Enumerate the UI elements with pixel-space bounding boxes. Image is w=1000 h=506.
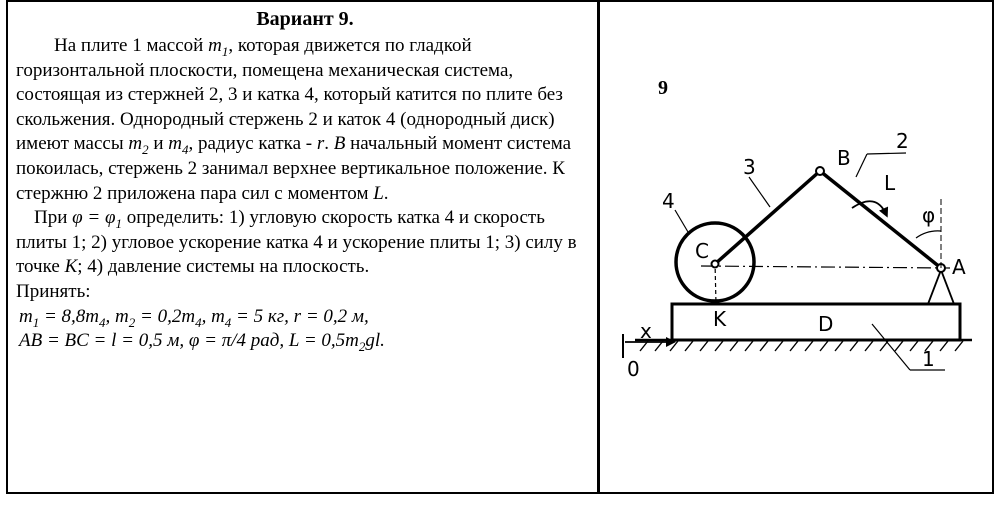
text-run: , m [201,305,225,327]
task-questions [16,206,594,280]
label-a: A [952,255,966,279]
text-run: m [19,305,33,327]
label-b: B [837,146,851,170]
given-values-line-1 [16,305,594,330]
symbol-r: r [316,133,325,155]
task-text-cell [16,6,594,354]
hinge-b [816,167,824,175]
subscript: 1 [115,215,122,231]
symbol-m1: m [208,35,222,56]
table-border-bottom [7,492,994,494]
symbol-m4: m [168,133,182,155]
subscript: 1 [221,43,229,59]
task-description [16,34,594,206]
accept-label: Принять: [16,280,91,302]
variant-number: 9 [658,77,668,99]
leader-line-2 [867,153,906,154]
text-run: = 5 кг, r = 0,2 м, [231,305,369,327]
label-x: x [640,319,652,343]
text-run: . [324,133,334,155]
ground-hatching [640,341,963,351]
leader-line-4 [675,210,688,232]
table-border-right [992,0,994,494]
subscript: 2 [128,314,136,330]
text-run: , которая движется по гладкой горизонтальной плоскости, помещена механическая система, состоящая из стержней 2, 3 и катка 4, который катится по плите без скольжения. Однородный стержень 2 и каток 4 (однородный диск) имеют массы [16,35,563,155]
subscript: 4 [99,314,106,330]
text-run: начальный момент система покоилась, стержень 2 занимал верхнее вертикальное положение. К стержню 2 приложена пара сил с моментом [16,133,572,204]
hinge-c [712,261,719,268]
label-4: 4 [662,189,675,213]
label-2: 2 [896,129,909,153]
text-run: При [34,207,73,229]
label-k: K [713,307,727,331]
text-run: = 8,8m [39,305,100,327]
given-values-line-2 [16,329,594,354]
center-line [701,266,950,268]
label-1: 1 [922,347,935,371]
subscript: 4 [181,142,189,158]
leader-line-2-arm [856,154,867,177]
text-run: и [148,133,169,155]
symbol-m2: m [128,133,143,155]
subscript: 4 [224,314,232,330]
text-run: gl. [365,330,385,352]
label-c: C [695,239,709,263]
support-leg-left [928,270,941,304]
rod-3 [715,171,820,264]
symbol-phi: φ = φ [72,207,116,229]
text-run: На плите 1 массой [54,35,209,56]
subscript: 2 [358,338,366,354]
text-run: . [383,182,389,204]
text-run: определить: 1) угловую скорость катка 4 и скорость плиты 1; 2) угловое ускорение катка 4 и ускорение плиты 1; 3) силу в точке [16,207,577,278]
text-run: , радиус катка - [188,133,317,155]
symbol-b: B [333,133,346,155]
label-phi: φ [922,203,936,227]
text-run: = 0,2m [135,305,196,327]
text-run: AB = BC = l = 0,5 м, φ = π/4 рад, L = 0,5m [19,330,359,352]
label-l: L [884,171,896,195]
text-run: , m [105,305,129,327]
subscript: 1 [32,314,40,330]
label-3: 3 [743,155,756,179]
mechanism-diagram [600,2,992,492]
text-run: ; 4) давление системы на плоскость. [77,256,370,278]
label-origin: 0 [627,357,640,381]
symbol-l: L [373,182,384,204]
subscript: 2 [142,142,149,158]
angle-phi-arc [916,231,941,238]
variant-title: Вариант 9. [256,8,354,30]
symbol-k: K [64,256,78,278]
leader-line-3 [749,177,770,207]
table-border-left [6,0,8,494]
label-d: D [818,312,834,336]
figure-cell [600,2,992,492]
subscript: 4 [195,314,202,330]
